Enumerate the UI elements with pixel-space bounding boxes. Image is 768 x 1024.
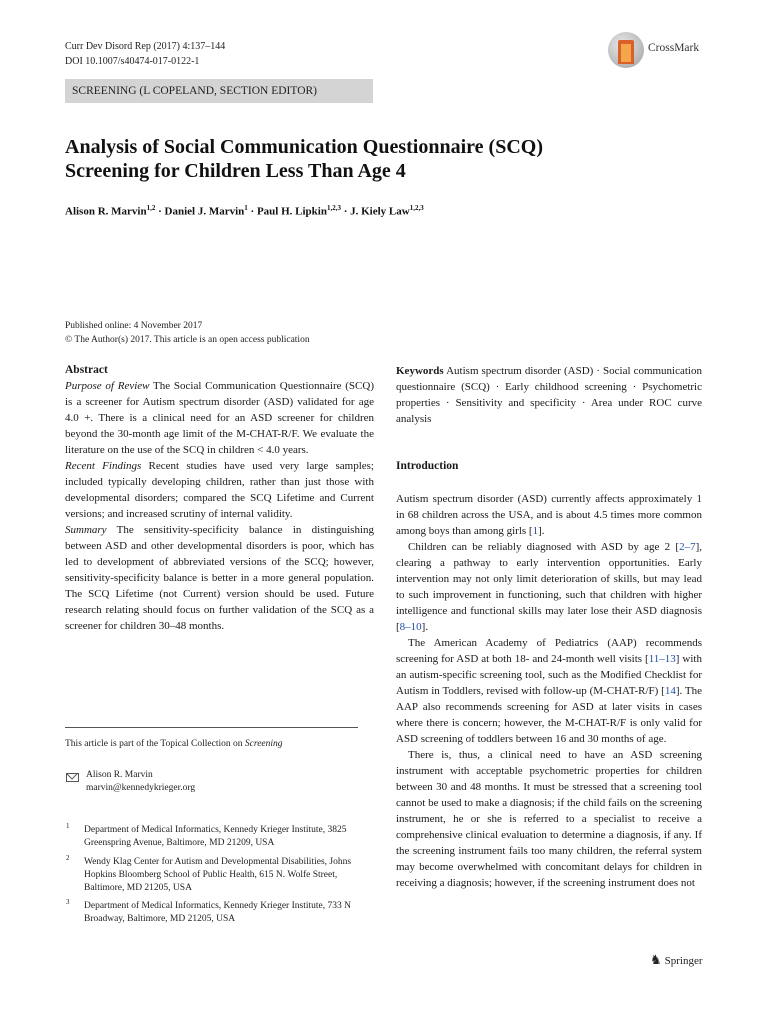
- summary-label: Summary: [65, 524, 107, 536]
- author-separator: ·: [247, 205, 257, 218]
- envelope-icon: [66, 773, 79, 782]
- author-name[interactable]: Paul H. Lipkin: [256, 205, 327, 218]
- affiliation-text: Department of Medical Informatics, Kennedy Krieger Institute, 3825 Greenspring Avenue, Baltimore, MD 21209, USA: [84, 825, 347, 848]
- intro-paragraph: The American Academy of Pediatrics (AAP) recommends screening for ASD at both 18- and 24-month well visits [11–13] with an autism-specific screening tool, such as the Modified Checklist for Autism in Toddlers, revised with follow-up (M-CHAT-R/F) [14]. The AAP also recommends screening for ASD at later visits in cases where there is concern; however, the M-CHAT-R/F is only valid for ASD screening of toddlers between 16 and 30 months of age.: [396, 637, 702, 745]
- footnote-divider: [65, 727, 358, 728]
- summary-text: The sensitivity-specificity balance in distinguishing between ASD and other developmental disorders is poor, which has led to development of abbreviated versions of the SCQ; however, sensitivity-specificity balance is better in a more general population. The SCQ Lifetime (not Current) version should be used. Future research relating should focus on further validation of the SCQ as a screener for children 30–48 months.: [65, 524, 374, 632]
- crossmark-icon: [608, 32, 644, 68]
- purpose-text: The Social Communication Questionnaire (SCQ) is a screener for Autism spectrum disorder (ASD) validated for age 4.0 +. There is a clinical need for an ASD screener for children beyond the 30-month age limit of the M-CHAT-R/F. We evaluate the literature on the use of the SCQ in children < 4.0 years.: [65, 380, 374, 456]
- author-affiliation-sup: 1,2,3: [409, 204, 424, 212]
- affiliation-number: 3: [66, 898, 70, 906]
- topical-collection-note: This article is part of the Topical Collection on Screening: [65, 739, 283, 749]
- abstract-findings: [65, 458, 374, 522]
- abstract-section: [65, 362, 374, 634]
- introduction-heading: Introduction: [396, 460, 459, 472]
- publisher-logo: [650, 952, 703, 968]
- abstract-summary: [65, 522, 374, 634]
- springer-horse-icon: ♞: [650, 952, 662, 967]
- citation-link[interactable]: 8–10: [399, 621, 422, 633]
- author-affiliation-sup: 1,2,3: [326, 204, 341, 212]
- author-name[interactable]: Daniel J. Marvin: [164, 205, 245, 218]
- published-date: Published online: 4 November 2017: [65, 321, 203, 331]
- abstract-heading: Abstract: [65, 364, 108, 376]
- corresponding-author-email[interactable]: marvin@kennedykrieger.org: [86, 783, 196, 793]
- article-title: [65, 135, 705, 183]
- doi-line[interactable]: DOI 10.1007/s40474-017-0122-1: [65, 56, 200, 67]
- publisher-name: Springer: [664, 955, 703, 967]
- author-affiliation-sup: 1: [244, 204, 248, 212]
- keywords-section: [396, 363, 702, 427]
- section-banner: SCREENING (L COPELAND, SECTION EDITOR): [65, 79, 373, 103]
- intro-paragraph: There is, thus, a clinical need to have an ASD screening instrument with acceptable psychometric properties for children between 30 and 48 months. It must be stressed that a screening tool cannot be used to make a diagnosis; if the child fails on the screening instrument, he or she is referred to a specialist to receive a comprehensive clinical evaluation to determine a diagnosis, if any. If the screening instrument fails too many children, the referral system may become overwhelmed with concomitant delays for children in receiving a diagnosis; however, if the screening instrument does not: [396, 749, 702, 889]
- findings-text: Recent studies have used very large samples; included typically developing children, rather than just those with developmental disorders; compared the SCQ Lifetime and Current versions; and increased scrutiny of internal validity.: [65, 460, 374, 520]
- author-affiliation-sup: 1,2: [146, 204, 156, 212]
- keywords-label: Keywords: [396, 365, 444, 377]
- citation-link[interactable]: 1: [532, 525, 539, 537]
- keywords-text: Autism spectrum disorder (ASD) · Social communication questionnaire (SCQ) · Early childhood screening · Psychometric properties · Sensitivity and specificity · Area under ROC curve analysis: [396, 365, 702, 425]
- crossmark-label: CrossMark: [648, 42, 700, 54]
- affiliation-number: 2: [66, 854, 70, 862]
- affiliation-text: Wendy Klag Center for Autism and Developmental Disabilities, Johns Hopkins Bloomberg School of Public Health, 615 N. Wolfe Street, Baltimore, MD 21205, USA: [84, 857, 352, 893]
- introduction-body: [396, 491, 702, 891]
- author-separator: ·: [340, 205, 351, 218]
- author-separator: ·: [155, 205, 165, 218]
- intro-paragraph: Autism spectrum disorder (ASD) currently affects approximately 1 in 68 children across the USA, and is about 4.5 times more common among boys than among girls [1].: [396, 493, 702, 537]
- topical-collection-link[interactable]: Screening: [244, 739, 283, 749]
- affiliation-number: 1: [66, 822, 70, 830]
- crossmark-badge[interactable]: [608, 30, 748, 70]
- intro-paragraph: Children can be reliably diagnosed with ASD by age 2 [2–7], clearing a pathway to early intervention opportunities. Early intervention may not only limit deterioration of skills, but may lead to such improvement in functioning, such that children with higher intelligence and functional skills may later lose their ASD diagnosis [8–10].: [396, 541, 702, 633]
- copyright-notice: © The Author(s) 2017. This article is an open access publication: [65, 335, 310, 345]
- citation-link[interactable]: 11–13: [648, 653, 676, 665]
- purpose-label: Purpose of Review: [65, 380, 150, 392]
- author-list: [65, 204, 424, 218]
- title-line-2: Screening for Children Less Than Age 4: [65, 160, 406, 182]
- citation-link[interactable]: 14: [664, 685, 676, 697]
- author-name[interactable]: Alison R. Marvin: [65, 205, 147, 218]
- abstract-purpose: [65, 378, 374, 458]
- title-line-1: Analysis of Social Communication Questionnaire (SCQ): [65, 136, 543, 158]
- citation-link[interactable]: 2–7: [679, 541, 696, 553]
- corresponding-author-name: Alison R. Marvin: [86, 770, 153, 780]
- findings-label: Recent Findings: [65, 460, 142, 472]
- journal-citation: Curr Dev Disord Rep (2017) 4:137–144: [65, 41, 226, 52]
- affiliation-text: Department of Medical Informatics, Kennedy Krieger Institute, 733 N Broadway, Baltimore, MD 21205, USA: [84, 901, 351, 924]
- author-name[interactable]: J. Kiely Law: [350, 205, 410, 218]
